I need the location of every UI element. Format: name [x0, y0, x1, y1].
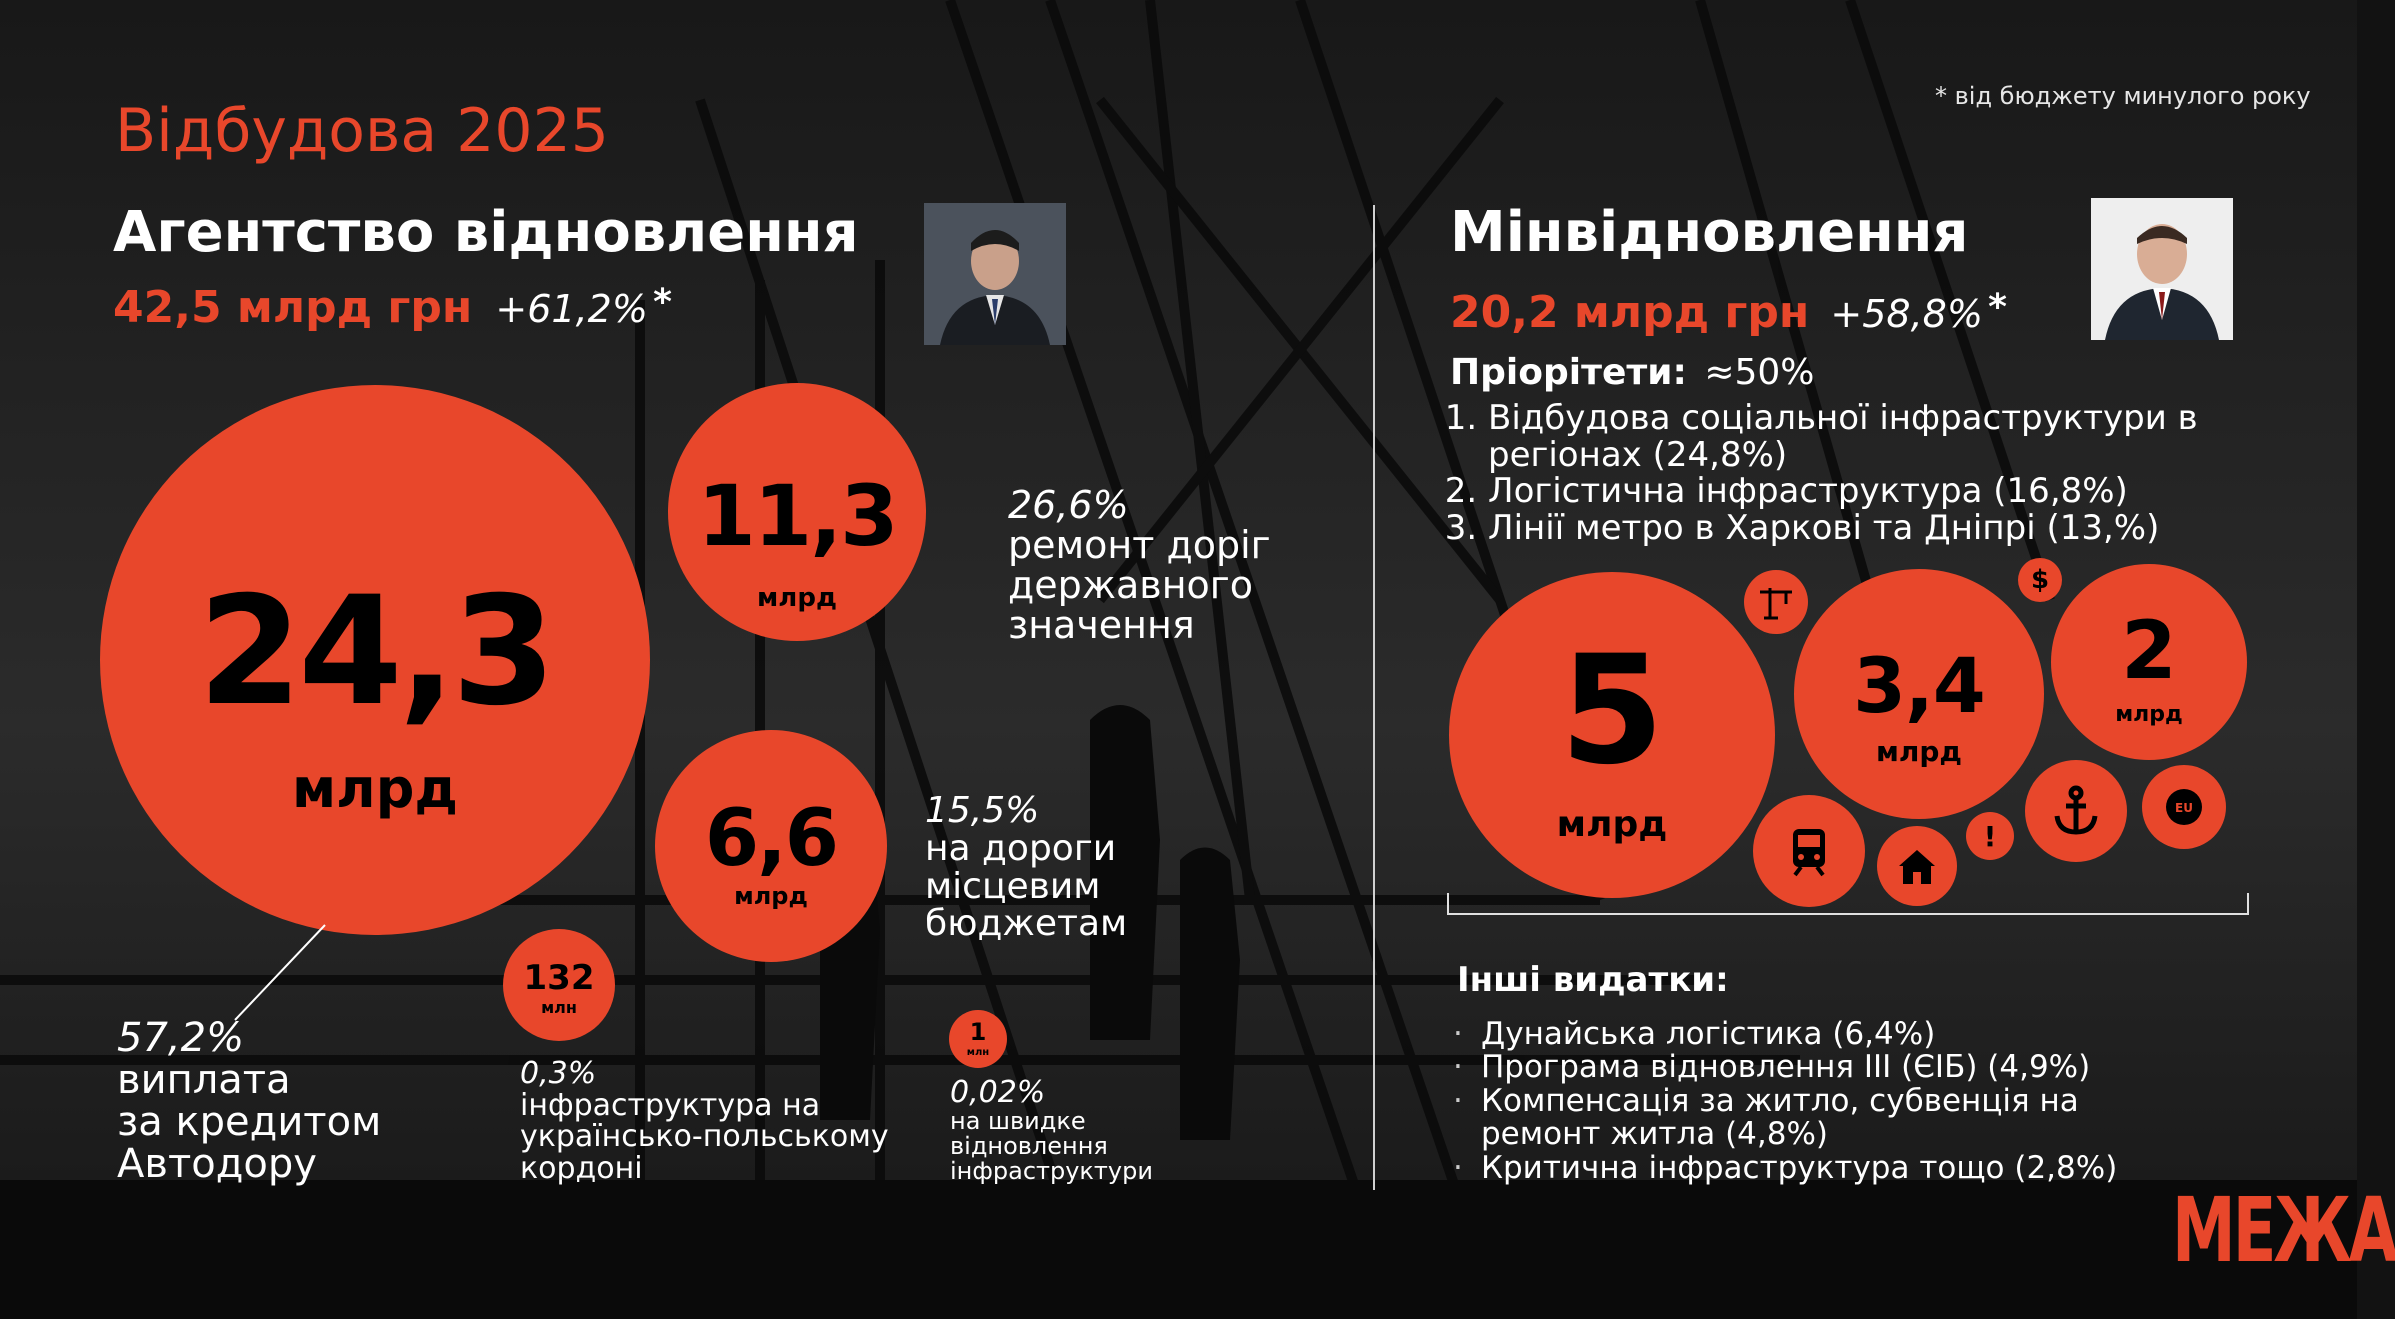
- agency-bubble-fast-recovery-value: 1: [969, 1018, 987, 1046]
- agency-bubble-state-roads: [668, 383, 926, 641]
- agency-bubble-border-unit: млн: [541, 998, 577, 1017]
- person-portrait-icon: [2091, 198, 2233, 340]
- agency-bubble-local-roads-value: 6,6: [704, 794, 838, 884]
- section-divider: [1373, 205, 1375, 1190]
- agency-label-border-line2: українсько-польському: [520, 1119, 889, 1154]
- priorities-label: Пріорітети:: [1450, 352, 1687, 393]
- eu-icon: [2142, 765, 2226, 849]
- alert-icon: !: [1966, 812, 2014, 860]
- anchor-icon: [2025, 760, 2127, 862]
- person-portrait-icon: [924, 203, 1066, 345]
- agency-label-autodor: [117, 1017, 381, 1185]
- train-icon: [1753, 795, 1865, 907]
- dollar-icon: $: [2018, 558, 2062, 602]
- priorities-share: ≈50%: [1704, 352, 1815, 393]
- agency-bubble-border: [503, 929, 615, 1041]
- agency-label-autodor-line2: за кредитом: [117, 1099, 382, 1145]
- footnote: * від бюджету минулого року: [1935, 82, 2311, 110]
- priority-item: 3. Лінії метро в Харкові та Дніпрі (13,%): [1488, 510, 2248, 547]
- agency-budget-value: 42,5 млрд грн: [113, 282, 473, 333]
- agency-label-local-roads: [925, 792, 1127, 943]
- agency-bubble-state-roads-value: 11,3: [697, 467, 897, 565]
- agency-label-fast-recovery-line3: інфраструктури: [950, 1156, 1153, 1185]
- agency-budget: [113, 282, 672, 333]
- priority-item: 2. Логістична інфраструктура (16,8%): [1488, 473, 2248, 510]
- priority-item: 1. Відбудова соціальної інфраструктури в регіонах (24,8%): [1488, 400, 2248, 473]
- ministry-bubble-social: [1449, 572, 1775, 898]
- agency-label-border: [520, 1058, 889, 1184]
- crane-icon: [1744, 570, 1808, 634]
- priorities-heading: [1450, 352, 1815, 393]
- ministry-budget-value: 20,2 млрд грн: [1450, 287, 1810, 338]
- other-expenses-heading: Інші видатки:: [1457, 960, 1729, 1000]
- other-expense-item: · Критична інфраструктура тощо (2,8%): [1453, 1152, 2173, 1185]
- agency-label-fast-recovery-pct: 0,02%: [950, 1075, 1046, 1110]
- ministry-bubble-social-unit: млрд: [1556, 804, 1668, 845]
- svg-text:EU: EU: [2175, 801, 2193, 815]
- agency-growth: +61,2%: [495, 287, 648, 331]
- agency-bubble-autodor-unit: млрд: [292, 757, 458, 820]
- other-expense-item: · Компенсація за житло, субвенція на ремонт житла (4,8%): [1453, 1085, 2173, 1152]
- ministry-budget: [1450, 287, 2007, 338]
- agency-label-autodor-line1: виплата: [117, 1057, 291, 1103]
- ministry-bubble-social-value: 5: [1559, 624, 1665, 798]
- other-expenses-list: [1453, 1018, 2173, 1185]
- agency-label-local-roads-pct: 15,5%: [925, 790, 1040, 831]
- agency-label-state-roads-line2: державного: [1008, 562, 1253, 607]
- mezha-logo-text: МЕЖА: [2172, 1180, 2395, 1284]
- agency-label-border-line3: кордоні: [520, 1150, 643, 1186]
- agency-bubble-state-roads-unit: млрд: [757, 583, 837, 613]
- agency-label-autodor-line3: Автодору: [117, 1141, 317, 1187]
- agency-bubble-autodor: [100, 385, 650, 935]
- agency-label-fast-recovery-line1: на швидке: [950, 1106, 1086, 1135]
- other-expense-item: · Дунайська логістика (6,4%): [1453, 1018, 2173, 1051]
- agency-label-state-roads-line3: значення: [1008, 602, 1195, 647]
- agency-label-border-line1: інфраструктура на: [520, 1087, 821, 1123]
- bubbles-bracket: [1447, 893, 2249, 915]
- agency-label-autodor-pct: 57,2%: [117, 1015, 245, 1061]
- ministry-bubble-logistics-value: 3,4: [1853, 641, 1985, 730]
- ministry-bubble-metro-value: 2: [2121, 604, 2177, 697]
- ministry-bubble-logistics-unit: млрд: [1875, 735, 1963, 768]
- agency-bubble-autodor-value: 24,3: [197, 565, 553, 739]
- agency-label-local-roads-line3: бюджетам: [925, 903, 1128, 945]
- ministry-title: Мінвідновлення: [1450, 200, 1969, 265]
- avatar-agency-head: [924, 203, 1066, 345]
- ministry-bubble-logistics: [1794, 569, 2044, 819]
- agency-label-border-pct: 0,3%: [520, 1056, 597, 1091]
- autodor-leader-line: [225, 920, 335, 1030]
- ministry-growth-mark: *: [1988, 287, 2007, 328]
- agency-label-local-roads-line1: на дороги: [925, 827, 1117, 869]
- ministry-growth: +58,8%: [1830, 292, 1983, 336]
- ministry-bubble-metro: [2051, 564, 2247, 760]
- agency-bubble-fast-recovery-unit: млн: [966, 1047, 990, 1058]
- agency-bubble-local-roads-unit: млрд: [734, 882, 808, 910]
- agency-label-state-roads: [1008, 483, 1271, 647]
- agency-bubble-local-roads: [655, 730, 887, 962]
- agency-label-fast-recovery-line2: відновлення: [950, 1131, 1108, 1160]
- agency-label-state-roads-pct: 26,6%: [1008, 483, 1129, 527]
- mezha-logo: [2172, 1180, 2395, 1284]
- other-expense-item: · Програма відновлення III (ЄІБ) (4,9%): [1453, 1051, 2173, 1084]
- avatar-minister: [2091, 198, 2233, 340]
- agency-title: Агентство відновлення: [113, 200, 859, 265]
- agency-growth-mark: *: [653, 282, 672, 323]
- ministry-bubble-metro-unit: млрд: [2115, 702, 2183, 727]
- agency-bubble-border-value: 132: [523, 958, 595, 998]
- agency-bubble-fast-recovery: [949, 1010, 1007, 1068]
- agency-label-fast-recovery: [950, 1077, 1153, 1184]
- agency-label-state-roads-line1: ремонт доріг: [1008, 522, 1271, 567]
- agency-label-local-roads-line2: місцевим: [925, 865, 1101, 907]
- priorities-list: [1450, 400, 2248, 547]
- page-title: Відбудова 2025: [115, 96, 609, 166]
